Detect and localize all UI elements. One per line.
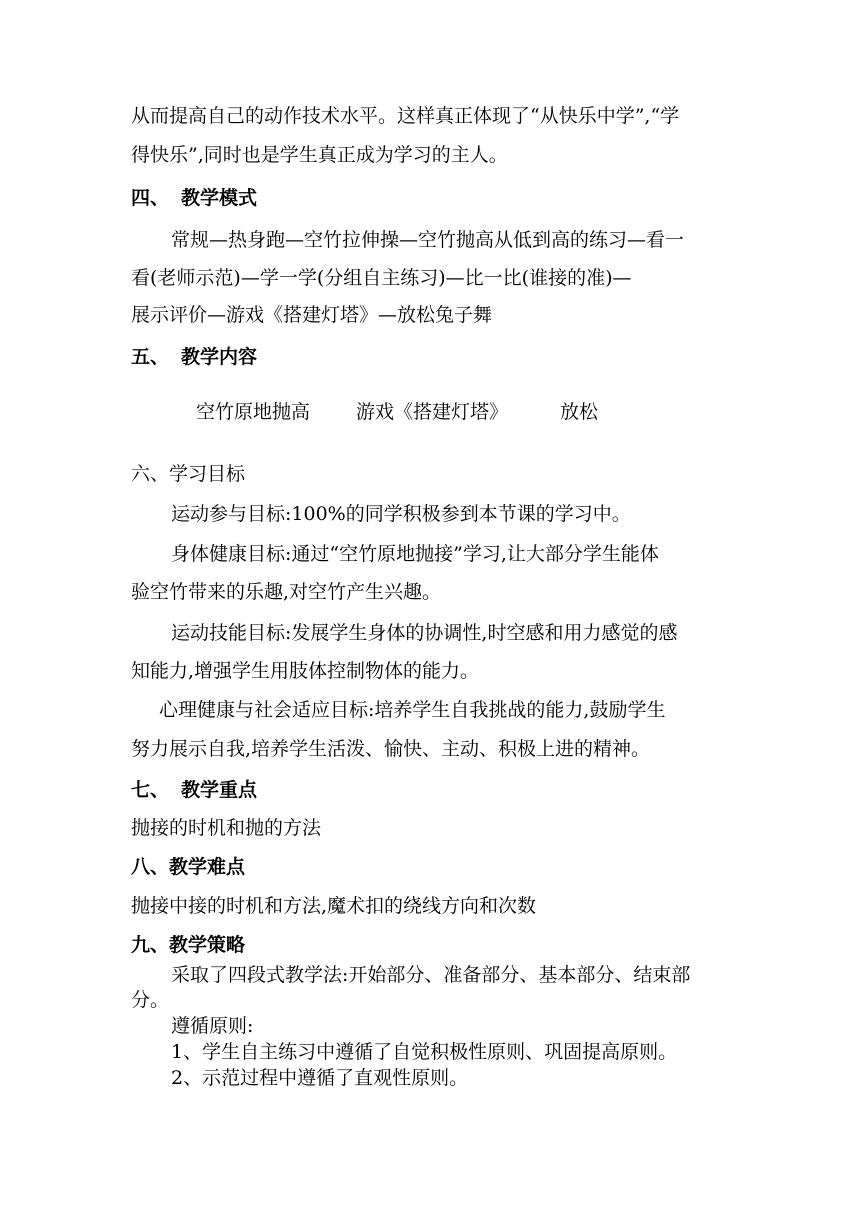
paragraph-line: 得快乐”,同时也是学生真正成为学习的主人。 bbox=[131, 144, 508, 166]
paragraph-line: 采取了四段式教学法:开始部分、准备部分、基本部分、结束部 bbox=[171, 964, 691, 986]
paragraph-line: 分。 bbox=[131, 989, 170, 1011]
paragraph-line: 抛接中接的时机和方法,魔术扣的绕线方向和次数 bbox=[131, 895, 537, 917]
paragraph-line: 看(老师示范)—学一学(分组自主练习)—比一比(谁接的准)— bbox=[131, 267, 632, 289]
paragraph-line: 运动参与目标:100%的同学积极参到本节课的学习中。 bbox=[171, 503, 631, 525]
section-heading-strategies: 九、教学策略 bbox=[131, 934, 246, 956]
content-item: 游戏《搭建灯塔》 bbox=[356, 401, 509, 423]
paragraph-line: 心理健康与社会适应目标:培养学生自我挑战的能力,鼓励学生 bbox=[159, 699, 666, 721]
section-title: 教学重点 bbox=[181, 779, 258, 801]
content-item: 放松 bbox=[560, 401, 599, 423]
section-title: 教学模式 bbox=[181, 187, 258, 209]
paragraph-line: 抛接的时机和抛的方法 bbox=[131, 817, 322, 839]
section-number: 五、 bbox=[131, 346, 170, 368]
paragraph-line: 2、示范过程中遵循了直观性原则。 bbox=[171, 1067, 469, 1089]
content-item: 空竹原地抛高 bbox=[196, 401, 311, 423]
paragraph-line: 遵循原则: bbox=[171, 1015, 254, 1037]
paragraph-line: 运动技能目标:发展学生身体的协调性,时空感和用力感觉的感 bbox=[171, 622, 678, 644]
content-items-row bbox=[196, 400, 598, 424]
section-title: 教学内容 bbox=[181, 346, 258, 368]
paragraph-line: 常规—热身跑—空竹拉伸操—空竹抛高从低到高的练习—看一 bbox=[171, 229, 685, 251]
paragraph-line: 验空竹带来的乐趣,对空竹产生兴趣。 bbox=[131, 581, 442, 603]
paragraph-line: 身体健康目标:通过“空竹原地抛接”学习,让大部分学生能体 bbox=[171, 543, 659, 565]
section-heading-learning-goals: 六、学习目标 bbox=[131, 463, 246, 485]
section-heading-teaching-mode bbox=[131, 186, 257, 210]
section-number: 七、 bbox=[131, 779, 170, 801]
paragraph-line: 展示评价—游戏《搭建灯塔》—放松兔子舞 bbox=[131, 304, 493, 326]
paragraph-line: 努力展示自我,培养学生活泼、愉快、主动、积极上进的精神。 bbox=[131, 738, 651, 760]
section-heading-teaching-content bbox=[131, 345, 257, 369]
paragraph-line: 1、学生自主练习中遵循了自觉积极性原则、巩固提高原则。 bbox=[171, 1041, 678, 1063]
paragraph-line: 从而提高自己的动作技术水平。这样真正体现了“从快乐中学”,“学 bbox=[131, 105, 680, 127]
section-heading-difficulties: 八、教学难点 bbox=[131, 856, 246, 878]
paragraph-line: 知能力,增强学生用肢体控制物体的能力。 bbox=[131, 660, 480, 682]
section-heading-key-points bbox=[131, 778, 257, 802]
section-number: 四、 bbox=[131, 187, 170, 209]
